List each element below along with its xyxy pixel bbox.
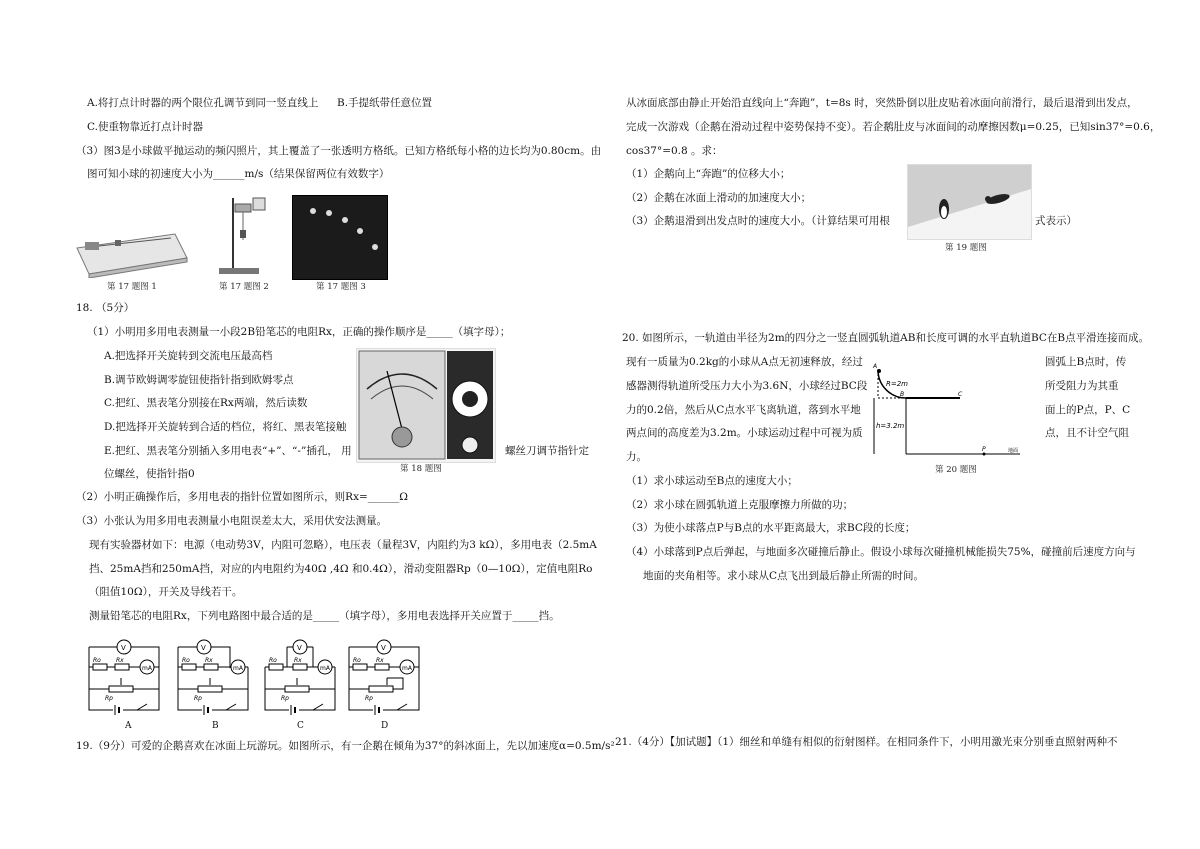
radius-label: R=2m	[886, 380, 909, 388]
q20-part4-line1: （4）小球落到P点后弹起，与地面多次碰撞后静止。假设小球每次碰撞机械能损失75%，碰撞前后速度方向与	[626, 546, 1136, 558]
q20-part2: （2）求小球在圆弧轨道上克服摩擦力所做的功；	[626, 499, 854, 511]
point-b-label: B	[900, 391, 905, 398]
q19-intro: 19.（9分）可爱的企鹅喜欢在冰面上玩游玩。如图所示，有一企鹅在倾角为37°的斜冰面上，先以加速度α=0.5m/s²	[76, 740, 615, 752]
ammeter-label: mA	[320, 665, 330, 672]
rx-label: Rx	[205, 657, 213, 664]
q17-option-c: C.使重物靠近打点计时器	[87, 121, 203, 133]
q19-text-line1: 从冰面底部由静止开始沿直线向上“奔跑”，t=8s 时，突然卧倒以肚皮贴着冰面向前滑行，最后退滑到出发点，	[626, 97, 1138, 109]
q21-intro: 21.（4分）【加试题】（1）细丝和单缝有相似的衍射图样。在相同条件下，小明用激光束分别垂直照射两种不	[615, 736, 1118, 748]
caption-17-1: 第 17 题图 1	[107, 282, 157, 292]
point-p-label: P	[982, 446, 986, 453]
q18-option-b: B.调节欧姆调零旋钮使指针指到欧姆零点	[104, 374, 294, 386]
q18-heading: 18. （5分）	[76, 302, 135, 314]
circuit-label-b: B	[212, 721, 219, 731]
q18-option-d: D.把选择开关旋转到合适的档位，将红、黑表笔接触	[104, 421, 347, 433]
q18-part2: （2）小明正确操作后，多用电表的指针位置如图所示，则Rx=______Ω	[76, 491, 409, 503]
q18-option-c: C.把红、黑表笔分别接在Rx两端，然后读数	[104, 397, 308, 409]
ro-label: Ro	[353, 657, 361, 664]
rp-label: Rp	[281, 695, 289, 702]
q18-option-e-part3: 位螺丝，使指针指0	[104, 468, 195, 480]
q20-text-line2-b: 圆弧上B点时，传	[1045, 356, 1127, 368]
q19-part1: （1）企鹅向上“奔跑”的位移大小；	[626, 168, 791, 180]
ro-label: Ro	[182, 657, 190, 664]
voltmeter-label: V	[381, 644, 386, 652]
caption-17-2: 第 17 题图 2	[219, 282, 269, 292]
rp-label: Rp	[365, 695, 373, 702]
height-label: h=3.2m	[876, 422, 905, 430]
q20-intro: 20. 如图所示，一轨道由半径为2m的四分之一竖直圆弧轨道AB和长度可调的水平直轨道BC在B点平滑连接而成。	[622, 332, 1150, 344]
caption-19: 第 19 题图	[945, 243, 987, 253]
caption-18: 第 18 题图	[400, 464, 442, 474]
figure-19-penguin-photo	[907, 164, 1032, 240]
q20-part3: （3）为使小球落点P与B点的水平距离最大，求BC段的长度；	[626, 522, 916, 534]
q17-part3-line1: （3）图3是小球做平抛运动的频闪照片，其上覆盖了一张透明方格纸。已知方格纸每小格的边长均为0.80cm。由	[76, 145, 602, 157]
circuit-diagram-a	[83, 638, 165, 720]
circuit-diagram-d	[343, 638, 425, 720]
q20-text-line5-b: 点，且不计空气阻	[1045, 427, 1129, 439]
q20-text-line6: 力。	[626, 451, 647, 463]
ro-label: Ro	[269, 657, 277, 664]
q20-text-line2-a: 现有一质量为0.2kg的小球从A点无初速释放，经过	[626, 356, 863, 368]
q18-part1: （1）小明用多用电表测量一小段2B铅笔芯的电阻Rx，正确的操作顺序是_____（填字母）；	[87, 326, 511, 338]
circuit-label-d: D	[381, 721, 389, 731]
rp-label: Rp	[194, 695, 202, 702]
q17-option-a: A.将打点计时器的两个限位孔调节到同一竖直线上	[87, 97, 319, 109]
voltmeter-label: V	[201, 644, 206, 652]
ground-label: 地面	[1008, 448, 1019, 454]
q20-text-line4-b: 面上的P点，P、C	[1045, 404, 1131, 416]
point-c-label: C	[958, 391, 963, 398]
q20-text-line5-a: 两点间的高度差为3.2m。小球运动过程中可视为质	[626, 427, 863, 439]
q18-option-a: A.把选择开关旋转到交流电压最高档	[104, 350, 273, 362]
ammeter-label: mA	[402, 665, 412, 672]
ammeter-label: mA	[233, 665, 243, 672]
q19-part3-a: （3）企鹅退滑到出发点时的速度大小。（计算结果可用根	[626, 215, 890, 227]
q18-part3-equipment-2: 挡、25mA挡和250mA挡，对应的内电阻约为40Ω ,4Ω 和0.4Ω），滑动变阻器Rp（0—10Ω），定值电阻Ro	[89, 563, 593, 575]
q20-part4-line2: 地面的夹角相等。求小球从C点飞出到最后静止所需的时间。	[643, 570, 925, 582]
q20-part1: （1）求小球运动至B点的速度大小；	[626, 475, 798, 487]
q19-part2: （2）企鹅在冰面上滑动的加速度大小；	[626, 192, 812, 204]
voltmeter-label: V	[297, 644, 302, 652]
circuit-label-a: A	[125, 721, 132, 731]
voltmeter-label: V	[121, 644, 126, 652]
q18-option-e-part1: E.把红、黑表笔分别插入多用电表“+”、“-”插孔， 用	[104, 445, 352, 457]
q18-part3: （3）小张认为用多用电表测量小电阻误差太大，采用伏安法测量。	[76, 515, 388, 527]
circuit-label-c: C	[297, 721, 304, 731]
q19-text-line3: cos37°=0.8 。求：	[626, 145, 723, 157]
rp-label: Rp	[105, 695, 113, 702]
q20-text-line3-a: 感器测得轨道所受压力大小为3.6N，小球经过BC段	[626, 380, 868, 392]
ammeter-label: mA	[142, 665, 152, 672]
figure-17-3-strobe-photo	[292, 195, 388, 280]
caption-17-3: 第 17 题图 3	[316, 282, 366, 292]
ro-label: Ro	[93, 657, 101, 664]
q20-text-line4-a: 力的0.2倍，然后从C点水平飞离轨道，落到水平地	[626, 404, 861, 416]
circuit-diagram-b	[172, 638, 254, 720]
point-a-label: A	[873, 363, 878, 370]
q18-option-e-part2: 螺丝刀调节指针定	[505, 445, 589, 457]
q18-part3-equipment-3: （阻值10Ω），开关及导线若干。	[89, 586, 243, 598]
rx-label: Rx	[376, 657, 384, 664]
figure-18-multimeter	[356, 348, 496, 463]
q19-part3-b: 式表示）	[1035, 215, 1077, 227]
rx-label: Rx	[294, 657, 302, 664]
figure-17-2	[213, 192, 273, 278]
rx-label: Rx	[116, 657, 124, 664]
q20-text-line3-b: 所受阻力为其重	[1045, 380, 1119, 392]
caption-20: 第 20 题图	[935, 465, 977, 475]
q18-part3-question: 测量铅笔芯的电阻Rx，下列电路图中最合适的是_____（填字母），多用电表选择开关应置于_____挡。	[89, 610, 560, 622]
figure-17-1	[75, 218, 190, 278]
q19-text-line2: 完成一次游戏（企鹅在滑动过程中姿势保持不变）。若企鹅肚皮与冰面间的动摩擦因数μ=0.25，已知sin37°=0.6，	[626, 121, 1161, 133]
figure-20-track-diagram	[870, 362, 1030, 462]
q17-option-b: B.手提纸带任意位置	[337, 97, 433, 109]
q17-part3-line2: 图可知小球的初速度大小为______m/s（结果保留两位有效数字）	[87, 168, 390, 180]
q18-part3-equipment-1: 现有实验器材如下：电源（电动势3V，内阻可忽略），电压表（量程3V，内阻约为3 kΩ），多用电表（2.5mA	[89, 539, 597, 551]
circuit-diagram-c	[259, 638, 341, 720]
